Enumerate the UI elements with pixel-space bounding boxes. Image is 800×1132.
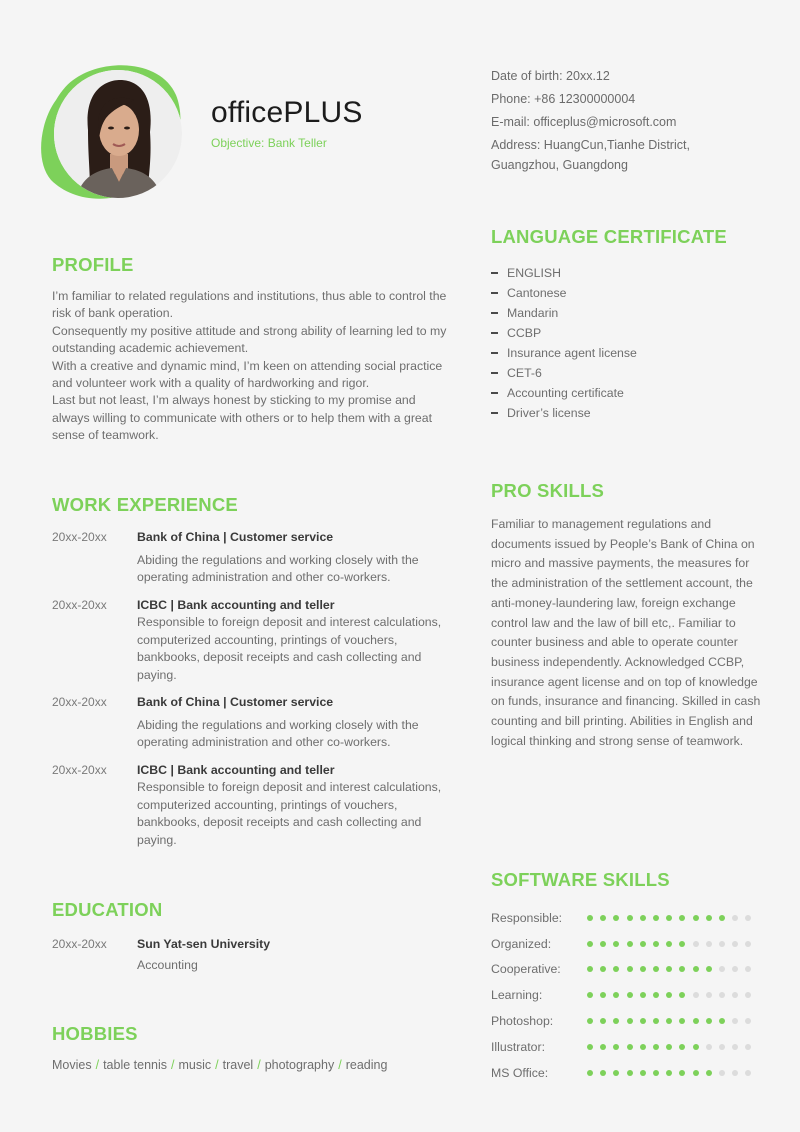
- job-description: Responsible to foreign deposit and interest calculations, computerized accounting, printings of vouchers, bankbooks, deposit receipts and cash collecting and paying.: [137, 780, 442, 847]
- rating-dot-filled: [613, 1044, 619, 1050]
- job-title: ICBC | Bank accounting and teller: [137, 762, 335, 777]
- hobby-separator: /: [95, 1058, 100, 1072]
- language-label: Insurance agent license: [507, 346, 637, 360]
- address: Address: HuangCun,Tianhe District, Guangzhou, Guangdong: [491, 138, 690, 172]
- rating-dot-filled: [600, 992, 606, 998]
- rating-dot-empty: [732, 1018, 738, 1024]
- dash-icon: [491, 352, 498, 354]
- job-title: Bank of China | Customer service: [137, 530, 334, 544]
- language-item: [491, 303, 637, 323]
- job-date: 20xx-20xx: [52, 530, 107, 544]
- rating-dot-filled: [679, 966, 685, 972]
- rating-dot-filled: [627, 966, 633, 972]
- rating-dot-filled: [627, 1044, 633, 1050]
- rating-dot-filled: [679, 1018, 685, 1024]
- email-address: E-mail: officeplus@microsoft.com: [491, 115, 677, 129]
- profile-paragraph: With a creative and dynamic mind, I’m keen on attending social practice and volunteer work with a quality of hardworking and rigor.: [52, 358, 443, 391]
- language-item: [491, 263, 637, 283]
- rating-dot-filled: [679, 1044, 685, 1050]
- rating-dot-filled: [600, 1070, 606, 1076]
- rating-dot-filled: [666, 915, 672, 921]
- software-skills-list: [491, 905, 761, 1086]
- rating-dot-filled: [613, 992, 619, 998]
- skill-label: Organized:: [491, 936, 552, 951]
- skill-label: Learning:: [491, 988, 543, 1003]
- job-date: 20xx-20xx: [52, 762, 107, 777]
- language-item: [491, 323, 637, 343]
- rating-dot-filled: [640, 941, 646, 947]
- rating-dot-empty: [719, 1070, 725, 1076]
- language-item: [491, 343, 637, 363]
- school-name: Sun Yat-sen University: [137, 937, 271, 951]
- skill-label: Illustrator:: [491, 1039, 545, 1054]
- candidate-name: officePLUS: [211, 96, 363, 129]
- rating-dot-filled: [587, 1044, 593, 1050]
- work-heading: WORK EXPERIENCE: [52, 494, 238, 515]
- job-date: 20xx-20xx: [52, 597, 107, 612]
- skill-rating: [587, 1070, 758, 1076]
- rating-dot-empty: [719, 992, 725, 998]
- language-item: [491, 283, 637, 303]
- job-title: ICBC | Bank accounting and teller: [137, 597, 335, 612]
- language-list: [491, 263, 637, 423]
- rating-dot-filled: [640, 915, 646, 921]
- rating-dot-empty: [706, 941, 712, 947]
- phone-number: Phone: +86 12300000004: [491, 92, 636, 106]
- rating-dot-filled: [679, 915, 685, 921]
- pro-skills-text: Familiar to management regulations and documents issued by People’s Bank of China on micro and massive payments, the measures for the administration of the settlement account, the anti-money-laundering law, foreign exchange control law and the law of bill etc,. Familiar to counter business and able to operate counter business independently. Acknowledged CCBP, insurance agent license and on top of knowledge on funds, insurance and financing. Skilled in cash counting and bill printing. Abilities in English and logical thinking and strong sense of teamwork.: [491, 517, 761, 748]
- rating-dot-empty: [745, 1070, 751, 1076]
- rating-dot-filled: [666, 966, 672, 972]
- profile-paragraph: I’m familiar to related regulations and institutions, thus able to control the risk of bank operation.: [52, 289, 447, 321]
- rating-dot-empty: [732, 941, 738, 947]
- skill-rating: [587, 1018, 758, 1024]
- language-label: CCBP: [507, 326, 542, 340]
- dash-icon: [491, 412, 498, 414]
- rating-dot-filled: [706, 1070, 712, 1076]
- rating-dot-filled: [693, 1044, 699, 1050]
- hobbies-heading: HOBBIES: [52, 1023, 138, 1044]
- rating-dot-filled: [640, 1070, 646, 1076]
- rating-dot-filled: [587, 941, 593, 947]
- skill-row: [491, 905, 761, 931]
- rating-dot-filled: [666, 941, 672, 947]
- profile-heading: PROFILE: [52, 254, 134, 275]
- job-entry: [52, 694, 452, 752]
- rating-dot-filled: [613, 1018, 619, 1024]
- rating-dot-empty: [745, 992, 751, 998]
- rating-dot-filled: [640, 992, 646, 998]
- rating-dot-filled: [600, 941, 606, 947]
- skill-rating: [587, 966, 758, 972]
- rating-dot-empty: [745, 966, 751, 972]
- rating-dot-filled: [613, 941, 619, 947]
- rating-dot-filled: [653, 941, 659, 947]
- rating-dot-filled: [587, 992, 593, 998]
- language-label: ENGLISH: [507, 266, 561, 280]
- rating-dot-filled: [693, 1018, 699, 1024]
- rating-dot-filled: [679, 1070, 685, 1076]
- job-description: Abiding the regulations and working closely with the operating administration and other co-workers.: [137, 552, 419, 584]
- language-item: [491, 363, 637, 383]
- job-entry: [52, 529, 452, 587]
- skill-label: MS Office:: [491, 1065, 549, 1080]
- rating-dot-filled: [613, 966, 619, 972]
- rating-dot-filled: [627, 1018, 633, 1024]
- hobby-separator: /: [215, 1058, 219, 1072]
- skill-row: [491, 931, 761, 957]
- rating-dot-filled: [706, 1018, 712, 1024]
- skill-row: [491, 957, 761, 983]
- skill-row: [491, 982, 761, 1008]
- rating-dot-empty: [719, 1044, 725, 1050]
- major-name: Accounting: [137, 958, 198, 972]
- rating-dot-filled: [706, 966, 712, 972]
- rating-dot-empty: [706, 1044, 712, 1050]
- objective-text: Objective: Bank Teller: [211, 136, 327, 150]
- dash-icon: [491, 312, 498, 314]
- hobby-item: reading: [345, 1058, 388, 1072]
- rating-dot-empty: [745, 1044, 751, 1050]
- work-list: [52, 529, 452, 859]
- rating-dot-empty: [693, 941, 699, 947]
- job-title: Bank of China | Customer service: [137, 695, 334, 709]
- profile-text: [52, 288, 452, 445]
- rating-dot-filled: [653, 992, 659, 998]
- rating-dot-filled: [587, 1018, 593, 1024]
- rating-dot-filled: [627, 941, 633, 947]
- rating-dot-empty: [732, 1044, 738, 1050]
- hobby-item: Movies: [52, 1058, 92, 1072]
- rating-dot-filled: [600, 1018, 606, 1024]
- rating-dot-filled: [600, 915, 606, 921]
- skill-row: [491, 1034, 761, 1060]
- rating-dot-filled: [666, 992, 672, 998]
- job-date: 20xx-20xx: [52, 695, 107, 709]
- dash-icon: [491, 332, 498, 334]
- language-label: CET-6: [507, 366, 542, 380]
- rating-dot-empty: [719, 966, 725, 972]
- dash-icon: [491, 392, 498, 394]
- rating-dot-filled: [693, 966, 699, 972]
- rating-dot-empty: [732, 992, 738, 998]
- rating-dot-filled: [666, 1044, 672, 1050]
- profile-paragraph: Last but not least, I’m always honest by sticking to my promise and always willing to communicate with others or to help them with a great sense of teamwork.: [52, 393, 433, 443]
- rating-dot-empty: [732, 915, 738, 921]
- profile-photo: [36, 60, 188, 202]
- rating-dot-filled: [706, 915, 712, 921]
- rating-dot-filled: [719, 1018, 725, 1024]
- job-entry: [52, 597, 452, 685]
- skill-row: [491, 1060, 761, 1086]
- software-skills-heading: SOFTWARE SKILLS: [491, 869, 670, 890]
- language-label: Mandarin: [507, 306, 559, 320]
- rating-dot-filled: [587, 1070, 593, 1076]
- rating-dot-filled: [679, 992, 685, 998]
- language-label: Cantonese: [507, 286, 567, 300]
- language-item: [491, 383, 637, 403]
- rating-dot-empty: [745, 941, 751, 947]
- education-entry: [52, 934, 270, 976]
- job-entry: [52, 762, 452, 850]
- education-date: 20xx-20xx: [52, 937, 107, 951]
- rating-dot-filled: [627, 1070, 633, 1076]
- hobby-item: music: [178, 1058, 212, 1072]
- birth-date: Date of birth: 20xx.12: [491, 69, 610, 83]
- dash-icon: [491, 292, 498, 294]
- education-heading: EDUCATION: [52, 899, 163, 920]
- rating-dot-filled: [587, 966, 593, 972]
- pro-skills-heading: PRO SKILLS: [491, 480, 605, 501]
- rating-dot-empty: [706, 992, 712, 998]
- language-label: Driver’s license: [507, 406, 591, 420]
- skill-row: [491, 1008, 761, 1034]
- profile-paragraph: Consequently my positive attitude and strong ability of learning led to my outstanding academic achievement.: [52, 323, 447, 356]
- rating-dot-filled: [653, 966, 659, 972]
- rating-dot-filled: [653, 1044, 659, 1050]
- rating-dot-filled: [627, 992, 633, 998]
- rating-dot-filled: [653, 1070, 659, 1076]
- rating-dot-filled: [587, 915, 593, 921]
- rating-dot-filled: [653, 1018, 659, 1024]
- skill-label: Responsible:: [491, 910, 563, 925]
- rating-dot-filled: [627, 915, 633, 921]
- hobby-separator: /: [257, 1058, 261, 1072]
- skill-rating: [587, 1044, 758, 1050]
- skill-rating: [587, 941, 758, 947]
- hobbies-list: [52, 1058, 387, 1072]
- skill-label: Cooperative:: [491, 962, 561, 977]
- rating-dot-empty: [732, 966, 738, 972]
- hobby-separator: /: [338, 1058, 342, 1072]
- hobby-item: photography: [264, 1058, 335, 1072]
- rating-dot-filled: [693, 915, 699, 921]
- rating-dot-empty: [745, 1018, 751, 1024]
- skill-rating: [587, 915, 758, 921]
- rating-dot-empty: [719, 941, 725, 947]
- hobby-item: table tennis: [103, 1058, 168, 1072]
- contact-block: [491, 66, 761, 178]
- skill-label: Photoshop:: [491, 1014, 554, 1029]
- job-description: Abiding the regulations and working closely with the operating administration and other co-workers.: [137, 717, 419, 749]
- rating-dot-filled: [653, 915, 659, 921]
- rating-dot-filled: [600, 966, 606, 972]
- rating-dot-filled: [719, 915, 725, 921]
- rating-dot-empty: [745, 915, 751, 921]
- rating-dot-empty: [732, 1070, 738, 1076]
- language-item: [491, 403, 637, 423]
- hobby-separator: /: [171, 1058, 175, 1072]
- rating-dot-filled: [600, 1044, 606, 1050]
- dash-icon: [491, 372, 498, 374]
- rating-dot-filled: [613, 915, 619, 921]
- rating-dot-filled: [679, 941, 685, 947]
- language-heading: LANGUAGE CERTIFICATE: [491, 226, 727, 247]
- rating-dot-filled: [693, 1070, 699, 1076]
- rating-dot-filled: [640, 1044, 646, 1050]
- rating-dot-filled: [640, 1018, 646, 1024]
- dash-icon: [491, 272, 498, 274]
- rating-dot-filled: [666, 1018, 672, 1024]
- rating-dot-empty: [693, 992, 699, 998]
- rating-dot-filled: [640, 966, 646, 972]
- skill-rating: [587, 992, 758, 998]
- language-label: Accounting certificate: [507, 386, 624, 400]
- job-description: Responsible to foreign deposit and interest calculations, computerized accounting, printings of vouchers, bankbooks, deposit receipts and cash collecting and paying.: [137, 615, 442, 682]
- rating-dot-filled: [666, 1070, 672, 1076]
- rating-dot-filled: [613, 1070, 619, 1076]
- hobby-item: travel: [222, 1058, 254, 1072]
